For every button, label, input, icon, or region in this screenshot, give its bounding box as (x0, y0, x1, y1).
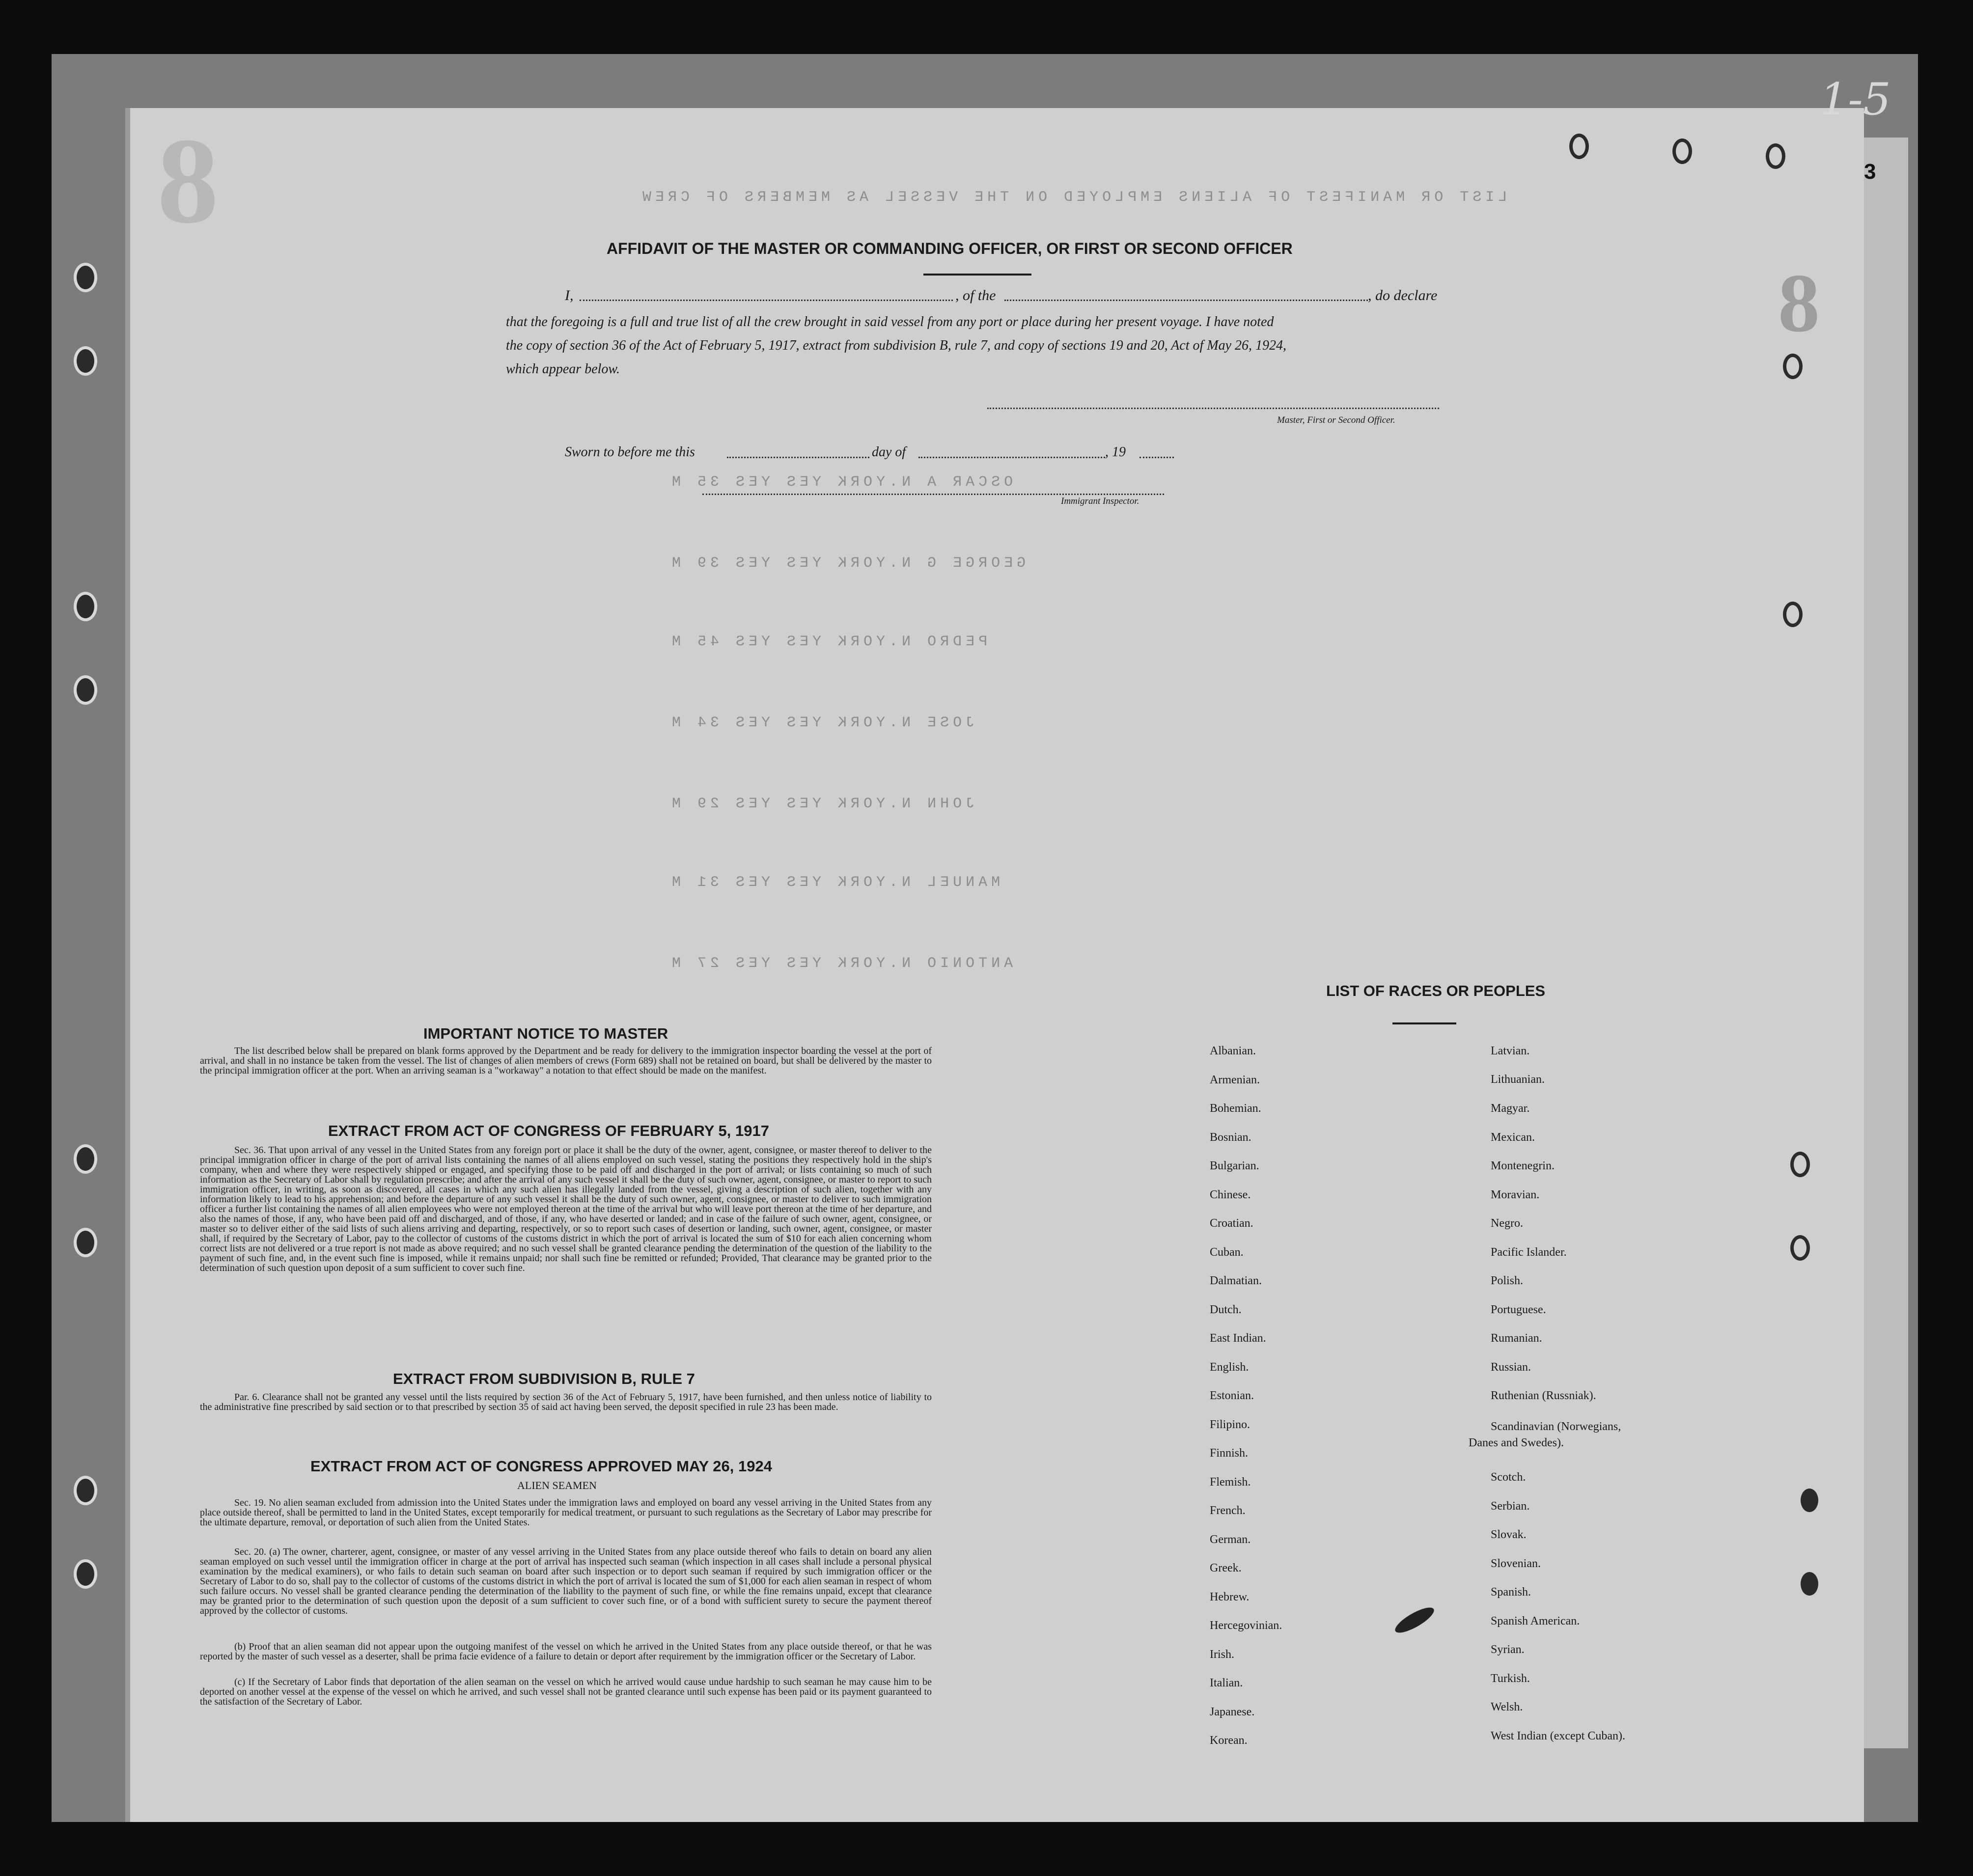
binder-ring (1790, 1152, 1810, 1177)
race-item: Scotch. (1491, 1471, 1526, 1484)
punch-hole (1798, 1569, 1821, 1599)
affidavit-title: AFFIDAVIT OF THE MASTER OR COMMANDING OFFICER, OR FIRST OR SECOND OFFICER (607, 240, 1293, 257)
show-through-text: JOSE N.YORK YES YES 34 M (668, 715, 975, 731)
race-item: Irish. (1210, 1648, 1234, 1661)
race-item: Magyar. (1491, 1102, 1530, 1115)
show-through-text: MANUEL N.YORK YES YES 31 M (668, 874, 1000, 891)
notice-title: IMPORTANT NOTICE TO MASTER (423, 1025, 668, 1042)
race-item: Portuguese. (1491, 1303, 1546, 1316)
sworn-year: , 19 (1105, 444, 1126, 460)
race-item: Turkish. (1491, 1672, 1530, 1685)
page-number-mark: 3 (1864, 160, 1876, 184)
extract-1924-sec20c: (c) If the Secretary of Labor finds that deportation of the alien seaman on the vessel on which he arrived would cause undue hardship to such seaman he may cause him to be deported on another vessel at the expense of the vessel on which he arrived, and such vessel shall not be granted clearance until such expense has been paid or its payment guaranteed to the satisfaction of the Secretary of Labor. (200, 1677, 932, 1707)
race-item: Flemish. (1210, 1475, 1251, 1489)
handwritten-mark: 1-5 (1820, 74, 1891, 125)
title-rule (923, 274, 1031, 276)
races-title: LIST OF RACES OR PEOPLES (1326, 982, 1546, 999)
show-through-text: OSCAR A N.YORK YES YES 35 M (668, 474, 1013, 491)
punch-hole (74, 1559, 97, 1589)
race-item: Filipino. (1210, 1418, 1250, 1431)
race-item: Chinese. (1210, 1188, 1251, 1201)
signature-caption: Master, First or Second Officer. (1277, 415, 1395, 425)
punch-hole (74, 592, 97, 621)
punch-hole (74, 346, 97, 376)
race-item: Welsh. (1491, 1701, 1523, 1713)
extract-1924-sec20b: (b) Proof that an alien seaman did not appear upon the outgoing manifest of the vessel on which he arrived in the United States from any place outside thereof, or that he was reported by the master of such vessel as a deserter, shall be prima facie evidence of a failure to detain or deport after requirement by the immigration officer or the Secretary of Labor. (200, 1641, 932, 1662)
punch-hole (74, 1476, 97, 1505)
binder-ring (1569, 134, 1589, 159)
race-item: Serbian. (1491, 1500, 1530, 1513)
race-item: Bulgarian. (1210, 1159, 1259, 1172)
race-item: English. (1210, 1360, 1249, 1374)
race-item: Japanese. (1210, 1705, 1255, 1718)
bleed-through-mark: 8 (157, 113, 219, 249)
affidavit-i: I, (565, 287, 574, 303)
binder-ring (1766, 143, 1785, 169)
name-blank[interactable] (580, 300, 953, 301)
affidavit-of-the: , of the (955, 287, 996, 303)
affidavit-line2: that the foregoing is a full and true list of all the crew brought in said vessel from any port or place during her present voyage. I have noted (506, 314, 1274, 330)
race-item: Moravian. (1491, 1188, 1540, 1201)
extract-1924-sec20a: Sec. 20. (a) The owner, charterer, agent, consignee, or master of any vessel arriving in the United States from any place outside thereof who fails to detain on board any alien seaman employed on such vessel until the immigration officer in charge at the port of arrival has inspected such seaman (which inspection in all cases shall include a personal physical examination by the medical examiners), or who fails to detain such seaman on board after such inspection or to deport such seaman if required by such immigration officer or the Secretary of Labor to do so, shall pay to the collector of customs of the customs district in which the port of arrival is located the sum of $1,000 for each alien seaman in respect of whom such failure occurs. No vessel shall be granted clearance pending the determination of the liability to the payment of such fine, or while the fine remains unpaid, except that clearance may be granted prior to the determination of such question upon the deposit of a sum sufficient to cover such fine, or of a bond with sufficient surety to secure the payment thereof approved by the collector of customs. (200, 1546, 932, 1616)
binder-ring (1783, 354, 1803, 379)
race-item: Scandinavian (Norwegians, (1491, 1420, 1621, 1433)
show-through-text: JOHN N.YORK YES YES 29 M (668, 796, 975, 812)
race-item: Hercegovinian. (1210, 1619, 1282, 1632)
race-item: Danes and Swedes). (1469, 1436, 1564, 1449)
affidavit-line3: the copy of section 36 of the Act of February 5, 1917, extract from subdivision B, rule 7, and copy of sections 19 and 20, Act of May 26, 1924, (506, 338, 1287, 353)
race-item: Latvian. (1491, 1045, 1530, 1057)
sworn-day-blank[interactable] (727, 457, 869, 458)
extract-rule7-title: EXTRACT FROM SUBDIVISION B, RULE 7 (393, 1370, 695, 1387)
race-item: Rumanian. (1491, 1332, 1542, 1345)
race-item: Polish. (1491, 1274, 1524, 1287)
extract-1924-subtitle: ALIEN SEAMEN (517, 1479, 597, 1491)
race-item: West Indian (except Cuban). (1491, 1730, 1625, 1742)
show-through-text: GEORGE G N.YORK YES YES 39 M (668, 555, 1026, 572)
race-item: Dalmatian. (1210, 1274, 1262, 1287)
sworn-year-blank[interactable] (1139, 457, 1174, 458)
punch-hole (1798, 1486, 1821, 1515)
race-item: Hebrew. (1210, 1590, 1250, 1603)
race-item: Pacific Islander. (1491, 1246, 1567, 1259)
race-item: Mexican. (1491, 1131, 1535, 1144)
race-item: Russian. (1491, 1361, 1531, 1374)
races-title-rule (1392, 1022, 1456, 1024)
race-item: Armenian. (1210, 1073, 1260, 1086)
race-item: Syrian. (1491, 1643, 1525, 1656)
extract-rule7-body: Par. 6. Clearance shall not be granted any vessel until the lists required by section 36 of the Act of February 5, 1917, have been furnished, and then unless notice of liability to the administrative fine prescribed by said section or to that prescribed by section 35 of said act having been served, the deposit specified in rule 23 has been made. (200, 1392, 932, 1412)
show-through-text: LIST OR MANIFEST OF ALIENS EMPLOYED ON THE VESSEL AS MEMBERS OF CREW (639, 189, 1507, 206)
inspector-caption: Immigrant Inspector. (1061, 496, 1139, 506)
inspector-line[interactable] (702, 494, 1164, 495)
race-item: Ruthenian (Russniak). (1491, 1389, 1596, 1402)
binder-ring (1783, 602, 1803, 627)
bleed-through-mark: 8 (1778, 257, 1820, 349)
under-page-edge (1862, 138, 1908, 1748)
race-item: Italian. (1210, 1677, 1243, 1689)
vessel-blank[interactable] (1004, 300, 1368, 301)
race-item: Spanish American. (1491, 1615, 1580, 1628)
punch-hole (74, 263, 97, 292)
extract-1924-sec19: Sec. 19. No alien seaman excluded from admission into the United States under the immigration laws and employed on board any vessel arriving in the United States from any place outside thereof, shall be permitted to land in the United States, except temporarily for medical treatment, or pursuant to such regulations as the Secretary of Labor may prescribe for the ultimate departure, removal, or deportation of such alien from the United States. (200, 1497, 932, 1528)
race-item: Slovenian. (1491, 1557, 1541, 1570)
race-item: Slovak. (1491, 1528, 1527, 1541)
race-item: German. (1210, 1533, 1251, 1546)
binder-ring (1790, 1235, 1810, 1261)
race-item: Spanish. (1491, 1586, 1531, 1599)
show-through-text: PEDRO N.YORK YES YES 45 M (668, 634, 988, 650)
binder-ring (1672, 138, 1692, 164)
race-item: East Indian. (1210, 1332, 1266, 1345)
show-through-text: ANTONIO N.YORK YES YES 27 M (668, 955, 1013, 972)
race-item: Lithuanian. (1491, 1073, 1545, 1086)
extract-1917-body: Sec. 36. That upon arrival of any vessel in the United States from any foreign port or place it shall be the duty of the owner, agent, consignee, or master thereof to deliver to the principal immigration officer in charge of the port of arrival lists containing the names of all aliens employed on such vessel, stating the positions they respectively hold in the ship's company, when and where they were respectively shipped or engaged, and specifying those to be paid off and discharged in the port of arrival; or lists containing so much of such information as the Secretary of Labor shall by regulation prescribe; and after the arrival of any such vessel it shall be the duty of such owner, agent, consignee, or master to report to such immigration officer, in writing, as soon as discovered, all cases in which any such alien has illegally landed from the vessel, giving a description of such alien, together with any information likely to lead to his apprehension; and before the departure of any such vessel it shall be the duty of such owner, agent, consignee, or master to deliver to such immigration officer a further list containing the names of all alien employees who were not employed thereon at the time of the arrival but who will leave port thereon at the time of her departure, and also the names of those, if any, who have been paid off and discharged, and of those, if any, who have deserted or landed; and in case of the failure of such owner, agent, consignee, or master so to deliver either of the said lists of such aliens arriving and departing, respectively, or so to report such cases of desertion or landing, such owner, agent, consignee, or master shall, if required by the Secretary of Labor, pay to the collector of customs of the customs district in which the port of arrival is located the sum of $10 for each alien concerning whom correct lists are not delivered or a true report is not made as above required; and no such vessel shall be granted clearance pending the determination of the question of the liability to the payment of such fine, and, in the event such fine is imposed, while it remains unpaid; nor shall such fine be remitted or refunded; Provided, That clearance may be granted prior to the determination of such question upon deposit of a sum sufficient to cover such fine. (200, 1145, 932, 1273)
race-item: Bohemian. (1210, 1102, 1261, 1115)
punch-hole (74, 1228, 97, 1257)
signature-line[interactable] (987, 408, 1439, 409)
race-item: Bosnian. (1210, 1131, 1251, 1144)
notice-body: The list described below shall be prepared on blank forms approved by the Department and be ready for delivery to the immigration inspector boarding the vessel at the port of arrival, and shall in no instance be taken from the vessel. The list of changes of alien members of crews (Form 689) shall not be retained on board, but shall be delivered by the master to the principal immigration officer at the port. When an arriving seaman is a "workaway" a notation to that effect should be made on the manifest. (200, 1046, 932, 1076)
race-item: Cuban. (1210, 1245, 1244, 1259)
race-item: Croatian. (1210, 1217, 1253, 1230)
affidavit-do-declare: , do declare (1368, 287, 1438, 303)
race-item: Dutch. (1210, 1303, 1242, 1316)
race-item: Finnish. (1210, 1447, 1249, 1460)
punch-hole (74, 1144, 97, 1174)
race-item: Greek. (1210, 1562, 1242, 1574)
race-item: French. (1210, 1504, 1246, 1517)
sworn-day-of: day of (872, 444, 906, 460)
race-item: Korean. (1210, 1734, 1248, 1747)
extract-1924-title: EXTRACT FROM ACT OF CONGRESS APPROVED MAY 26, 1924 (310, 1458, 772, 1475)
race-item: Negro. (1491, 1217, 1523, 1230)
race-item: Estonian. (1210, 1389, 1254, 1402)
affidavit-line4: which appear below. (506, 361, 620, 377)
extract-1917-title: EXTRACT FROM ACT OF CONGRESS OF FEBRUARY 5, 1917 (328, 1122, 769, 1139)
sworn-prefix: Sworn to before me this (565, 444, 695, 460)
race-item: Albanian. (1210, 1045, 1256, 1057)
sworn-month-blank[interactable] (918, 457, 1105, 458)
race-item: Montenegrin. (1491, 1159, 1555, 1172)
punch-hole (74, 675, 97, 705)
